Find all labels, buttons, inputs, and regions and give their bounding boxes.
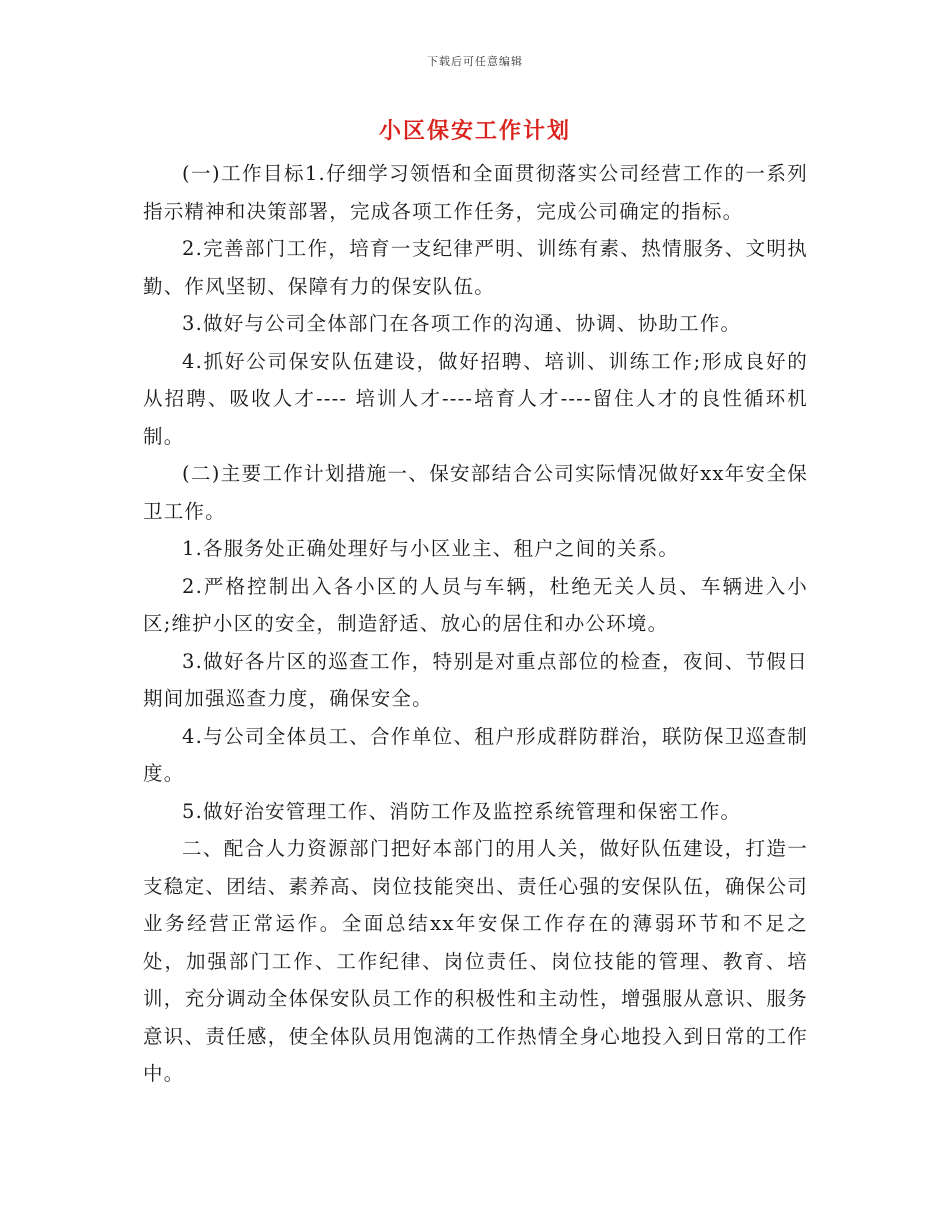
paragraph-plan-intro: (二)主要工作计划措施一、保安部结合公司实际情况做好xx年安全保卫工作。: [143, 462, 808, 523]
paragraph-goal-1: (一)工作目标1.仔细学习领悟和全面贯彻落实公司经营工作的一系列指示精神和决策部署，完成各项工作任务，完成公司确定的指标。: [143, 162, 808, 223]
document-title: 小区保安工作计划: [378, 118, 571, 144]
paragraph-section-two: 二、配合人力资源部门把好本部门的用人关，做好队伍建设，打造一支稳定、团结、素养高、岗位技能突出、责任心强的安保队伍，确保公司业务经营正常运作。全面总结xx年安保工作存在的薄弱环节和不足之处，加强部门工作、工作纪律、岗位责任、岗位技能的管理、教育、培训，充分调动全体保安队员工作的积极性和主动性，增强服从意识、服务意识、责任感，使全体队员用饱满的工作热情全身心地投入到日常的工作中。: [143, 837, 808, 1085]
paragraph-plan-4: 4.与公司全体员工、合作单位、租户形成群防群治，联防保卫巡查制度。: [143, 724, 808, 785]
paragraph-goal-3: 3.做好与公司全体部门在各项工作的沟通、协调、协助工作。: [182, 312, 742, 335]
header-note: 下载后可任意编辑: [427, 55, 523, 68]
paragraph-plan-2: 2.严格控制出入各小区的人员与车辆，杜绝无关人员、车辆进入小区;维护小区的安全，制造舒适、放心的居住和办公环境。: [143, 574, 808, 635]
paragraph-goal-4: 4.抓好公司保安队伍建设，做好招聘、培训、训练工作;形成良好的从招聘、吸收人才---- 培训人才----培育人才----留住人才的良性循环机制。: [143, 349, 808, 448]
paragraph-plan-3: 3.做好各片区的巡查工作，特别是对重点部位的检查，夜间、节假日期间加强巡查力度，确保安全。: [143, 649, 808, 710]
paragraph-goal-2: 2.完善部门工作，培育一支纪律严明、训练有素、热情服务、文明执勤、作风坚韧、保障有力的保安队伍。: [143, 237, 808, 298]
document-body: [143, 155, 808, 1093]
paragraph-plan-1: 1.各服务处正确处理好与小区业主、租户之间的关系。: [182, 537, 680, 560]
paragraph-plan-5: 5.做好治安管理工作、消防工作及监控系统管理和保密工作。: [182, 799, 742, 823]
